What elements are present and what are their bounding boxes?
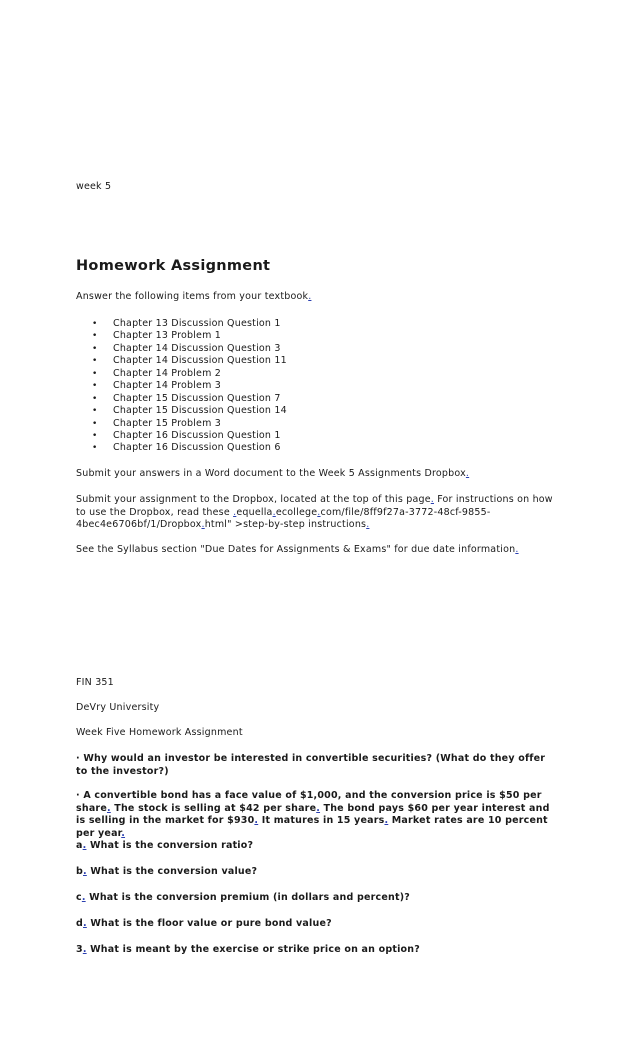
list-item [76, 393, 556, 405]
list-item [76, 442, 556, 454]
intro-text-body: Answer the following items from your textbook [76, 291, 309, 302]
dropbox-link-part[interactable]: ecollege [275, 506, 318, 518]
sub-question-letter: b [76, 866, 84, 877]
period-mark: . [254, 815, 259, 826]
list-item [76, 405, 556, 417]
assignment-title: Week Five Homework Assignment [76, 727, 243, 738]
sub-question-letter: c [76, 892, 82, 903]
list-item [76, 355, 556, 367]
period-mark: . [83, 866, 87, 877]
period-mark: . [515, 544, 519, 555]
week-label: week 5 [76, 181, 112, 192]
dropbox-instructions-text: For instructions on how to use the Dropbox, read these [76, 494, 553, 518]
list-item [76, 330, 556, 342]
period-mark: . [366, 519, 370, 530]
question-number: 3 [76, 944, 83, 955]
period-mark: . [81, 892, 86, 903]
sub-question-d [76, 918, 576, 931]
sub-question-text: What is the conversion value? [86, 866, 258, 877]
list-item-label: Chapter 14 Discussion Question 3 [113, 342, 281, 354]
period-mark: . [82, 944, 87, 955]
list-item-label: Chapter 15 Discussion Question 14 [113, 405, 287, 417]
step-by-step-link[interactable]: html" >step-by-step instructions [204, 519, 367, 530]
question-1: · Why would an investor be interested in convertible securities? (What do they offer to the investor?) [76, 753, 546, 777]
intro-text [76, 291, 576, 304]
bullet-icon: • [92, 343, 98, 354]
period-mark: . [233, 506, 237, 518]
dropbox-text: Submit your assignment to the Dropbox, located at the top of this page [76, 494, 431, 505]
bullet-icon: • [92, 418, 98, 429]
list-item [76, 343, 556, 355]
question-2-sentence: The bond pays $60 per year interest and is selling in the market for $930 [76, 802, 550, 826]
period-mark: . [82, 840, 87, 851]
period-mark: . [430, 494, 434, 505]
period-mark: . [106, 802, 111, 814]
list-item-label: Chapter 16 Discussion Question 6 [113, 442, 281, 454]
list-item-label: Chapter 13 Discussion Question 1 [113, 318, 281, 329]
page-title: Homework Assignment [76, 258, 271, 274]
question-2-sentence: It matures in 15 years [258, 815, 385, 826]
list-item-label: Chapter 13 Problem 1 [113, 330, 222, 342]
period-mark: . [83, 918, 87, 929]
list-item [76, 318, 556, 330]
period-mark: . [201, 519, 205, 530]
assignment-items-list [76, 318, 556, 455]
period-mark: . [272, 506, 276, 518]
question-3 [76, 944, 576, 957]
question-2-sentence: The stock is selling at $42 per share [110, 802, 317, 814]
sub-question-text: What is the conversion premium (in dollars and percent)? [85, 892, 410, 903]
bullet-icon: • [92, 356, 98, 367]
sub-question-text: What is the floor value or pure bond value? [86, 918, 332, 929]
period-mark: . [121, 827, 126, 839]
bullet-icon: • [92, 406, 98, 417]
period-mark: . [316, 802, 321, 814]
dropbox-link-part[interactable]: equella [236, 506, 273, 518]
bullet-icon: • [92, 443, 98, 454]
sub-question-c [76, 892, 576, 905]
bullet-icon: • [92, 319, 98, 329]
list-item [76, 380, 556, 392]
list-item-label: Chapter 15 Problem 3 [113, 417, 222, 429]
question-2-sentence: Market rates are 10 percent per year [76, 815, 548, 839]
question-3-text: What is meant by the exercise or strike price on an option? [86, 944, 420, 955]
sub-question-b [76, 866, 576, 879]
question-2-sentence: · A convertible bond has a face value of $1,000, and the conversion price is $50 per share [76, 790, 542, 814]
list-item [76, 418, 556, 430]
question-2 [76, 790, 554, 840]
sub-question-a [76, 840, 576, 853]
sub-question-text: What is the conversion ratio? [86, 840, 254, 851]
syllabus-note-text: See the Syllabus section "Due Dates for Assignments & Exams" for due date information [76, 544, 516, 555]
dropbox-link-part[interactable]: com/file/8ff9f27a-3772-48cf-9855-4bec4e6706bf/1/Dropbox [76, 506, 491, 530]
list-item-label: Chapter 14 Discussion Question 11 [113, 355, 287, 367]
submit-word-text: Submit your answers in a Word document to the Week 5 Assignments Dropbox [76, 468, 466, 479]
period-mark: . [317, 506, 321, 518]
bullet-icon: • [92, 368, 98, 379]
sub-question-letter: a [76, 840, 83, 851]
period-mark: . [384, 815, 389, 826]
course-code: FIN 351 [76, 677, 114, 688]
bullet-icon: • [92, 393, 98, 404]
period-mark: . [308, 291, 312, 302]
submit-word-note [76, 468, 576, 481]
list-item-label: Chapter 16 Discussion Question 1 [113, 429, 281, 441]
submit-dropbox-note [76, 494, 556, 532]
list-item-label: Chapter 14 Problem 3 [113, 380, 222, 392]
list-item [76, 430, 556, 442]
bullet-icon: • [92, 430, 98, 441]
list-item-label: Chapter 14 Problem 2 [113, 367, 222, 379]
university-name: DeVry University [76, 702, 160, 713]
list-item [76, 368, 556, 380]
syllabus-note [76, 544, 576, 557]
list-item-label: Chapter 15 Discussion Question 7 [113, 392, 281, 404]
sub-question-letter: d [76, 918, 84, 929]
period-mark: . [465, 468, 470, 479]
bullet-icon: • [92, 381, 98, 392]
bullet-icon: • [92, 331, 98, 342]
